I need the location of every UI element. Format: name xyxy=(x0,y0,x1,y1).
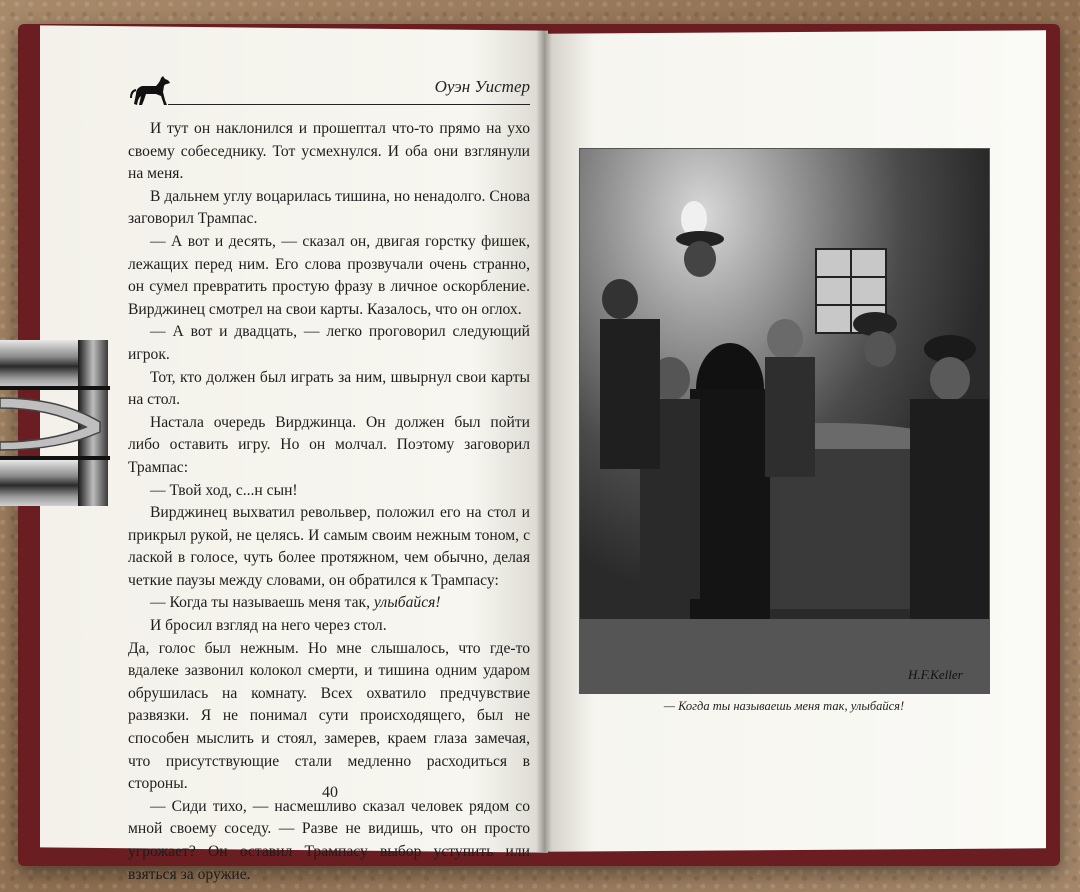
paragraph xyxy=(128,592,530,615)
paragraph: В дальнем углу воцарилась тишина, но ненадолго. Снова заговорил Трампас. xyxy=(128,187,530,228)
binder-clip xyxy=(0,338,112,508)
paragraph: Настала очередь Вирджинца. Он должен был пойти либо оставить игру. Но он молчал. Поэтому заговорил Трампас: xyxy=(128,413,530,476)
paragraph: — Сиди тихо, — насмешливо сказал человек рядом со мной своему соседу. — Разве не видишь, что он просто угрожает? Он оставил Трампасу выбор уступить или взяться за оружие. xyxy=(128,797,530,883)
paragraph: Вирджинец выхватил револьвер, положил его на стол и прикрыл рукой, не целясь. И самым своим нежным тоном, с лаской в голосе, чуть более протяжном, чем обычно, делая четкие паузы между словами, он обратился к Трампасу: xyxy=(128,504,530,589)
book-gutter xyxy=(536,30,552,852)
paragraph-text: — Когда ты называешь меня так, xyxy=(150,594,374,612)
paragraph: — А вот и десять, — сказал он, двигая горстку фишек, лежащих перед ним. Его слова прозвучали очень странно, он сумел превратить простую фразу в личное оскорбление. Вирджинец смотрел на свои карты. Казалось, что он оглох. xyxy=(128,232,530,318)
paragraph: — А вот и двадцать, — легко проговорил следующий игрок. xyxy=(128,323,530,363)
page-number: 40 xyxy=(322,784,338,801)
paragraph: Тот, кто должен был играть за ним, швырнул свои карты на стол. xyxy=(128,368,530,409)
horse-icon xyxy=(130,74,172,108)
paragraph: И бросил взгляд на него через стол. xyxy=(150,617,387,635)
body-text xyxy=(128,118,530,886)
illustration-caption: — Когда ты называешь меня так, улыбайся! xyxy=(663,699,905,713)
paragraph: И тут он наклонился и прошептал что-то прямо на ухо своему собеседнику. Тот усмехнулся. И оба они взглянули на меня. xyxy=(128,120,530,183)
running-head-author: Оуэн Уистер xyxy=(434,77,530,96)
artist-signature: H.F.Keller xyxy=(908,667,963,682)
paragraph: — Твой ход, с...н сын! xyxy=(150,481,298,499)
header-rule xyxy=(168,104,530,105)
emphasis: улыбайся! xyxy=(373,594,441,612)
paragraph: Да, голос был нежным. Но мне слышалось, что где-то вдалеке зазвонил колокол смерти, и тишина одним ударом обрушилась на комнату. Всех охватило предчувствие развязки. Я не понимал сути происходящего, был не способен мыслить и стоял, замерев, краем глаза замечая, что присутствующие стали медленно расходиться в стороны. xyxy=(128,639,530,793)
illustration xyxy=(579,148,990,694)
